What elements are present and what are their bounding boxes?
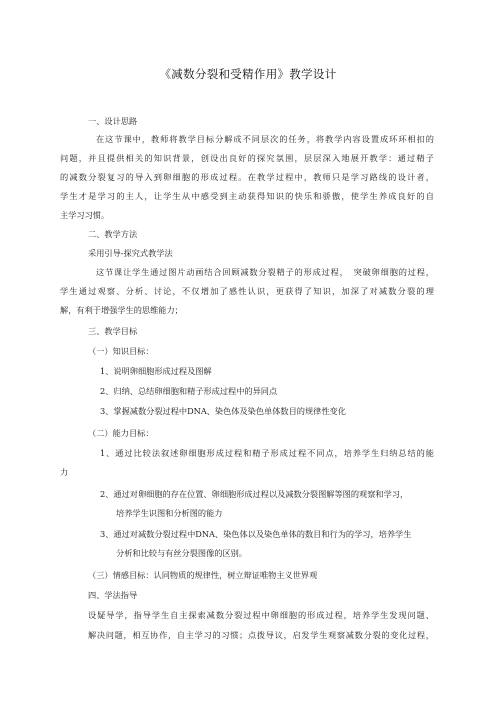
section-heading: 一、设计思路 [88,116,138,126]
paragraph-line: 的减数分裂复习的导入到卵细胞的形成过程。在教学过程中，教师只是学习路线的设计者， [60,172,434,182]
list-item: 3、通过对减数分裂过程中DNA、染色体以及染色单体的数目和行为的学习，培养学生 [100,529,412,539]
section-heading: 三、教学目标 [88,326,138,336]
section-heading: 二、教学方法 [88,229,138,239]
list-item: 1、说明卵细胞形成过程及图解 [100,366,212,376]
paragraph-line: 在这节课中，教师将教学目标分解成不同层次的任务，将教学内容设置成环环相扣的 [96,134,434,144]
list-item: 2、归纳、总结卵细胞和精子形成过程中的异同点 [100,386,278,396]
paragraph-line: 这节课让学生通过图片动画结合回顾减数分裂精子的形成过程， 突破卵细胞的过程， [96,267,434,277]
paragraph-line: 学生通过观察、分析、讨论，不仅增加了感性认识，更获得了知识，加深了对减数分裂的理 [60,286,434,296]
subsection-heading: （二）能力目标： [88,428,154,438]
list-item-continuation: 分析和比较与有丝分裂图像的区别。 [116,548,248,558]
list-item: 3、掌握减数分裂过程中DNA、染色体及染色单体数目的规律性变化 [100,406,346,416]
list-item: 2、通过对卵细胞的存在位置、卵细胞形成过程以及减数分裂图解等图的观察和学习， [100,489,409,499]
subsection-heading: （三）情感目标：认同物质的规律性，树立辩证唯物主义世界观 [88,570,318,580]
paragraph-line: 设疑导学，指导学生自主探索减数分裂过程中卵细胞的形成过程，培养学生发现问题、 [88,610,434,620]
paragraph-line: 解，有利于增强学生的思维能力； [60,305,183,315]
paragraph-line: 问题，并且提供相关的知识背景，创设出良好的探究氛围，层层深入地展开教学：通过精子 [60,153,434,163]
subsection-heading: （一）知识目标： [88,346,154,356]
list-item-continuation: 力 [60,467,69,477]
paragraph-line: 学生才是学习的主人，让学生从中感受到主动获得知识的快乐和骄傲，使学生养成良好的自 [60,191,434,201]
list-item: 1、通过比较法叙述卵细胞形成过程和精子形成过程不同点，培养学生归纳总结的能 [100,448,434,458]
paragraph-line: 主学习习惯。 [60,210,110,220]
section-heading: 四、学法指导 [88,590,138,600]
paragraph-line: 采用引导-探究式教学法 [88,248,173,258]
list-item-continuation: 培养学生识图和分析图的能力 [116,508,223,518]
document-title: 《减数分裂和受精作用》教学设计 [159,67,337,81]
paragraph-line: 解决问题，相互协作，自主学习的习惯；点拨导议，启发学生观察减数分裂的变化过程， [88,630,434,640]
